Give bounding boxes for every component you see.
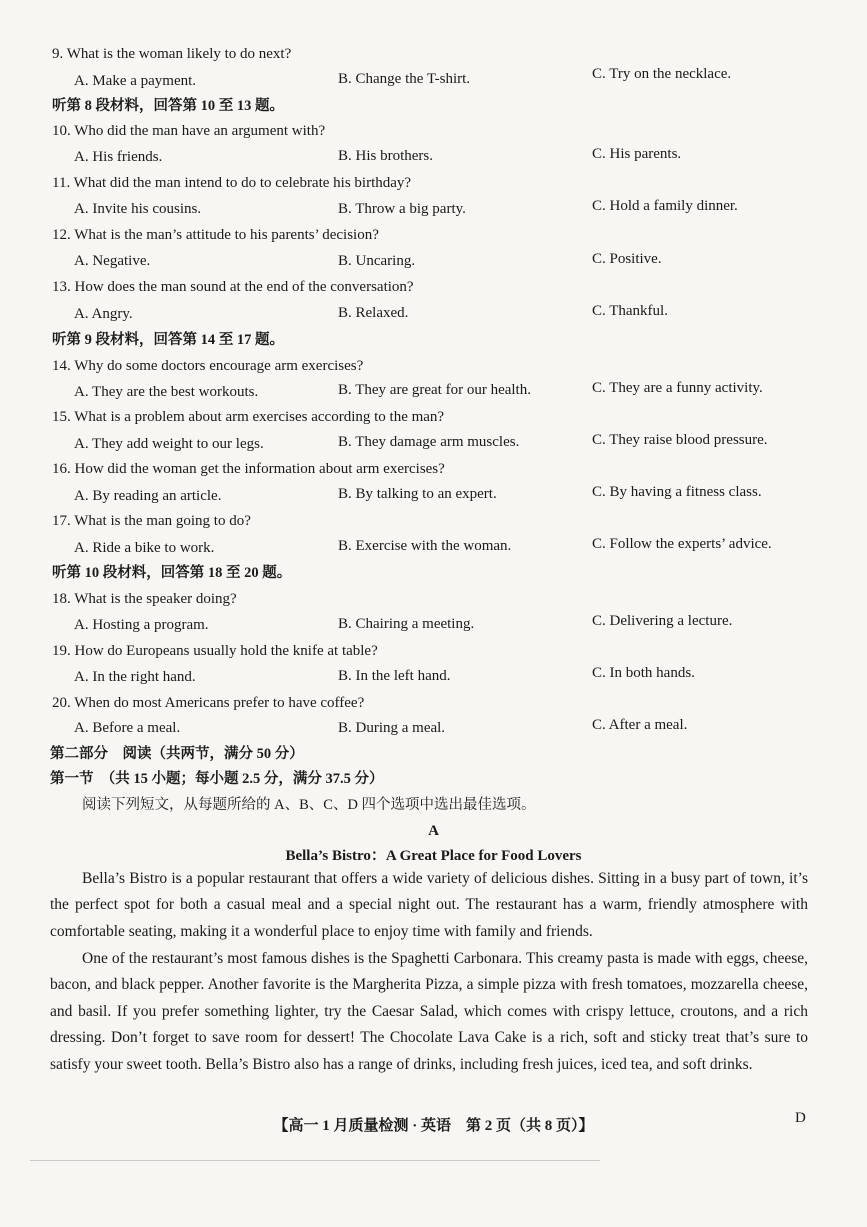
section-one-heading: 第一节 （共 15 小题；每小题 2.5 分，满分 37.5 分）: [50, 771, 384, 787]
question-16: 16. How did the woman get the information about arm exercises?: [52, 461, 445, 477]
option-10a: A. His friends.: [74, 149, 163, 165]
option-10c: C. His parents.: [592, 146, 682, 162]
passage-title: Bella’s Bistro：A Great Place for Food Lovers: [285, 848, 582, 864]
option-12a: A. Negative.: [74, 253, 151, 269]
option-13b: B. Relaxed.: [338, 305, 409, 321]
option-18c: C. Delivering a lecture.: [592, 613, 733, 629]
question-14: 14. Why do some doctors encourage arm exercises?: [52, 358, 364, 374]
option-15b: B. They damage arm muscles.: [338, 434, 520, 450]
option-12b: B. Uncaring.: [338, 253, 416, 269]
option-19c: C. In both hands.: [592, 665, 695, 681]
option-19a: A. In the right hand.: [74, 669, 196, 685]
corner-mark: D: [795, 1110, 806, 1126]
instruction-text: 阅读下列短文，从每题所给的 A、B、C、D 四个选项中选出最佳选项。: [82, 797, 536, 813]
question-15: 15. What is a problem about arm exercises according to the man?: [52, 409, 445, 425]
question-20: 20. When do most Americans prefer to have coffee?: [52, 695, 365, 711]
option-20c: C. After a meal.: [592, 717, 688, 733]
option-10b: B. His brothers.: [338, 148, 433, 164]
option-9a: A. Make a payment.: [74, 73, 197, 89]
option-17c: C. Follow the experts’ advice.: [592, 536, 772, 552]
option-20b: B. During a meal.: [338, 720, 446, 736]
question-9: 9. What is the woman likely to do next?: [52, 46, 292, 62]
option-11b: B. Throw a big party.: [338, 201, 466, 217]
option-15c: C. They raise blood pressure.: [592, 432, 768, 448]
bottom-divider: [30, 1160, 600, 1161]
option-9b: B. Change the T-shirt.: [338, 71, 471, 87]
option-11a: A. Invite his cousins.: [74, 201, 202, 217]
option-16c: C. By having a fitness class.: [592, 484, 762, 500]
passage-paragraph-1: Bella’s Bistro is a popular restaurant that offers a wide variety of delicious dishes. Sitting in a busy part of town, it’s the perfect spot for both a casual meal and a special night out. The restaurant has a warm, friendly atmosphere with comfortable seating, making it a wonderful place to enjoy time with family and friends.: [50, 870, 808, 940]
section-heading-10: 听第 10 段材料，回答第 18 至 20 题。: [52, 565, 292, 581]
question-17: 17. What is the man going to do?: [52, 513, 251, 529]
question-13: 13. How does the man sound at the end of the conversation?: [52, 279, 414, 295]
option-13a: A. Angry.: [74, 306, 133, 322]
option-17b: B. Exercise with the woman.: [338, 538, 512, 554]
section-heading-8: 听第 8 段材料，回答第 10 至 13 题。: [52, 98, 284, 114]
question-11: 11. What did the man intend to do to celebrate his birthday?: [52, 175, 412, 191]
question-18: 18. What is the speaker doing?: [52, 591, 237, 607]
question-10: 10. Who did the man have an argument with?: [52, 123, 326, 139]
option-14b: B. They are great for our health.: [338, 382, 531, 398]
option-18b: B. Chairing a meeting.: [338, 616, 475, 632]
option-15a: A. They add weight to our legs.: [74, 436, 264, 452]
option-16a: A. By reading an article.: [74, 488, 222, 504]
option-20a: A. Before a meal.: [74, 720, 181, 736]
option-9c: C. Try on the necklace.: [592, 66, 732, 82]
section-heading-9: 听第 9 段材料，回答第 14 至 17 题。: [52, 332, 284, 348]
option-14c: C. They are a funny activity.: [592, 380, 763, 396]
question-12: 12. What is the man’s attitude to his parents’ decision?: [52, 227, 379, 243]
option-19b: B. In the left hand.: [338, 668, 451, 684]
option-17a: A. Ride a bike to work.: [74, 540, 215, 556]
question-19: 19. How do Europeans usually hold the knife at table?: [52, 643, 378, 659]
option-16b: B. By talking to an expert.: [338, 486, 497, 502]
option-14a: A. They are the best workouts.: [74, 384, 259, 400]
passage-paragraph-2: One of the restaurant’s most famous dishes is the Spaghetti Carbonara. This creamy pasta is made with eggs, cheese, bacon, and black pepper. Another favorite is the Margherita Pizza, a simple pizza with fresh tomatoes, mozzarella cheese, and basil. If you prefer something lighter, try the Caesar Salad, which comes with crispy lettuce, croutons, and a rich dressing. Don’t forget to save room for dessert! The Chocolate Lava Cake is a rich, soft and sticky treat that’s sure to satisfy your sweet tooth. Bella’s Bistro also has a range of drinks, including fresh juices, iced tea, and soft drinks.: [50, 950, 808, 1073]
option-13c: C. Thankful.: [592, 303, 668, 319]
option-11c: C. Hold a family dinner.: [592, 198, 738, 214]
option-12c: C. Positive.: [592, 251, 662, 267]
page-footer: 【高一 1 月质量检测 · 英语 第 2 页（共 8 页）】: [273, 1118, 594, 1134]
passage-letter: A: [428, 823, 439, 839]
part-two-heading: 第二部分 阅读（共两节，满分 50 分）: [50, 746, 304, 762]
option-18a: A. Hosting a program.: [74, 617, 209, 633]
